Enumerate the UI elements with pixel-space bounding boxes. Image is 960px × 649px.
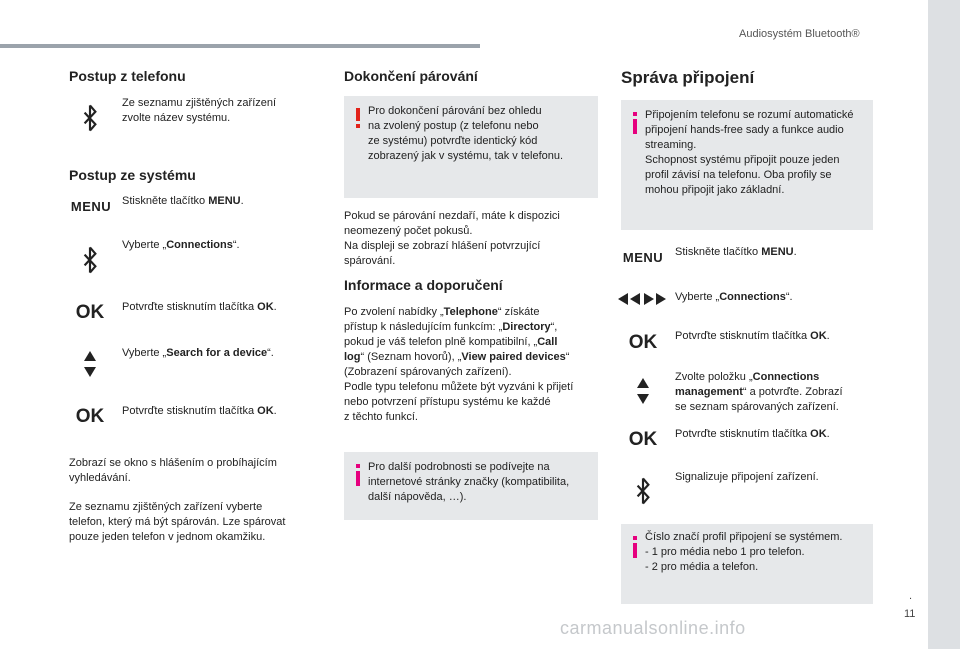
info-icon (631, 536, 639, 558)
select-phone-paragraph: Ze seznamu zjištěných zařízení vyberte telefon, který má být spárován. Lze spárovat pouze jeden telefon v jednom okamžiku. (69, 501, 286, 543)
watermark: carmanualsonline.info (560, 618, 746, 638)
step-confirm-ok-2: Potvrďte stisknutím tlačítka OK. (675, 428, 830, 440)
info-note-profile: Číslo značí profil připojení se systémem. - 1 pro média nebo 1 pro telefon. - 2 pro média a telefon. (621, 524, 873, 604)
step-search-device: Vyberte „Search for a device“. (122, 347, 274, 359)
warning-icon (354, 108, 362, 128)
ok-button-label: OK (75, 302, 105, 323)
ok-button-label: OK (75, 406, 105, 427)
page-side-strip (928, 0, 960, 649)
heading-from-system: Postup ze systému (69, 167, 196, 183)
bluetooth-icon (80, 245, 100, 275)
step-select-connections: Vyberte „Connections“. (122, 239, 240, 251)
ok-button-label: OK (628, 332, 658, 353)
pairing-failed-paragraph: Pokud se párování nezdaří, máte k dispozici neomezený počet pokusů. Na displeji se zobrazí hlášení potvrzující spárování. (344, 210, 560, 267)
info-note-box: Pro další podrobnosti se podívejte na internetové stránky značky (kompatibilita, další nápověda, …). (344, 452, 598, 520)
info-paragraph: Po zvolení nabídky „Telephone“ získáte přístup k následujícím funkcím: „Directory“, pokud je váš telefon plně kompatibilní, „Call log“ (Seznam hovorů), „View paired devices“ (Zobrazení spárovaných zařízení). Podle typu telefonu můžete být vyzváni k přijetí nebo potvrzení přístupu systému ke každé z těchto funkcí. (344, 306, 574, 423)
up-down-arrows-icon (80, 346, 100, 382)
header-bar (0, 44, 480, 48)
step-signals-connection: Signalizuje připojení zařízení. (675, 471, 819, 483)
bluetooth-icon (80, 103, 100, 133)
step-press-menu: Stiskněte tlačítko MENU. (122, 195, 244, 207)
left-right-arrows-icon (620, 292, 664, 306)
step-press-menu: Stiskněte tlačítko MENU. (675, 246, 797, 258)
heading-from-phone: Postup z telefonu (69, 68, 186, 84)
menu-button-label: MENU (70, 198, 112, 214)
step-connections-management: Zvolte položku „Connections management“ a potvrďte. Zobrazí se seznam spárovaných zařízení. (675, 371, 843, 413)
step-select-connections: Vyberte „Connections“. (675, 291, 793, 303)
page-dot: . (909, 590, 913, 602)
heading-info-recommendations: Informace a doporučení (344, 277, 503, 293)
menu-button-label: MENU (622, 249, 664, 265)
info-icon (354, 464, 362, 486)
page-number: 11 (904, 608, 916, 620)
info-box-connection: Připojením telefonu se rozumí automatické připojení hands-free sady a funkce audio streaming. Schopnost systému připojit pouze jeden profil závisí na telefonu. Oba profily se mohou připojit jako základní. (621, 100, 873, 230)
searching-paragraph: Zobrazí se okno s hlášením o probíhajícím vyhledávání. (69, 457, 277, 484)
step-confirm-ok-2: Potvrďte stisknutím tlačítka OK. (122, 405, 277, 417)
step-confirm-ok: Potvrďte stisknutím tlačítka OK. (122, 301, 277, 313)
section-title: Audiosystém Bluetooth® (739, 28, 860, 40)
heading-pairing-complete: Dokončení párování (344, 68, 478, 84)
warning-box: Pro dokončení párování bez ohledu na zvolený postup (z telefonu nebo ze systému) potvrďte identický kód zobrazený jak v systému, tak v telefonu. (344, 96, 598, 198)
step-confirm-ok: Potvrďte stisknutím tlačítka OK. (675, 330, 830, 342)
bluetooth-icon (633, 476, 653, 506)
info-icon (631, 112, 639, 134)
ok-button-label: OK (628, 429, 658, 450)
heading-connection-management: Správa připojení (621, 68, 755, 87)
from-phone-text: Ze seznamu zjištěných zařízení zvolte název systému. (122, 97, 277, 124)
up-down-arrows-icon (633, 373, 653, 409)
